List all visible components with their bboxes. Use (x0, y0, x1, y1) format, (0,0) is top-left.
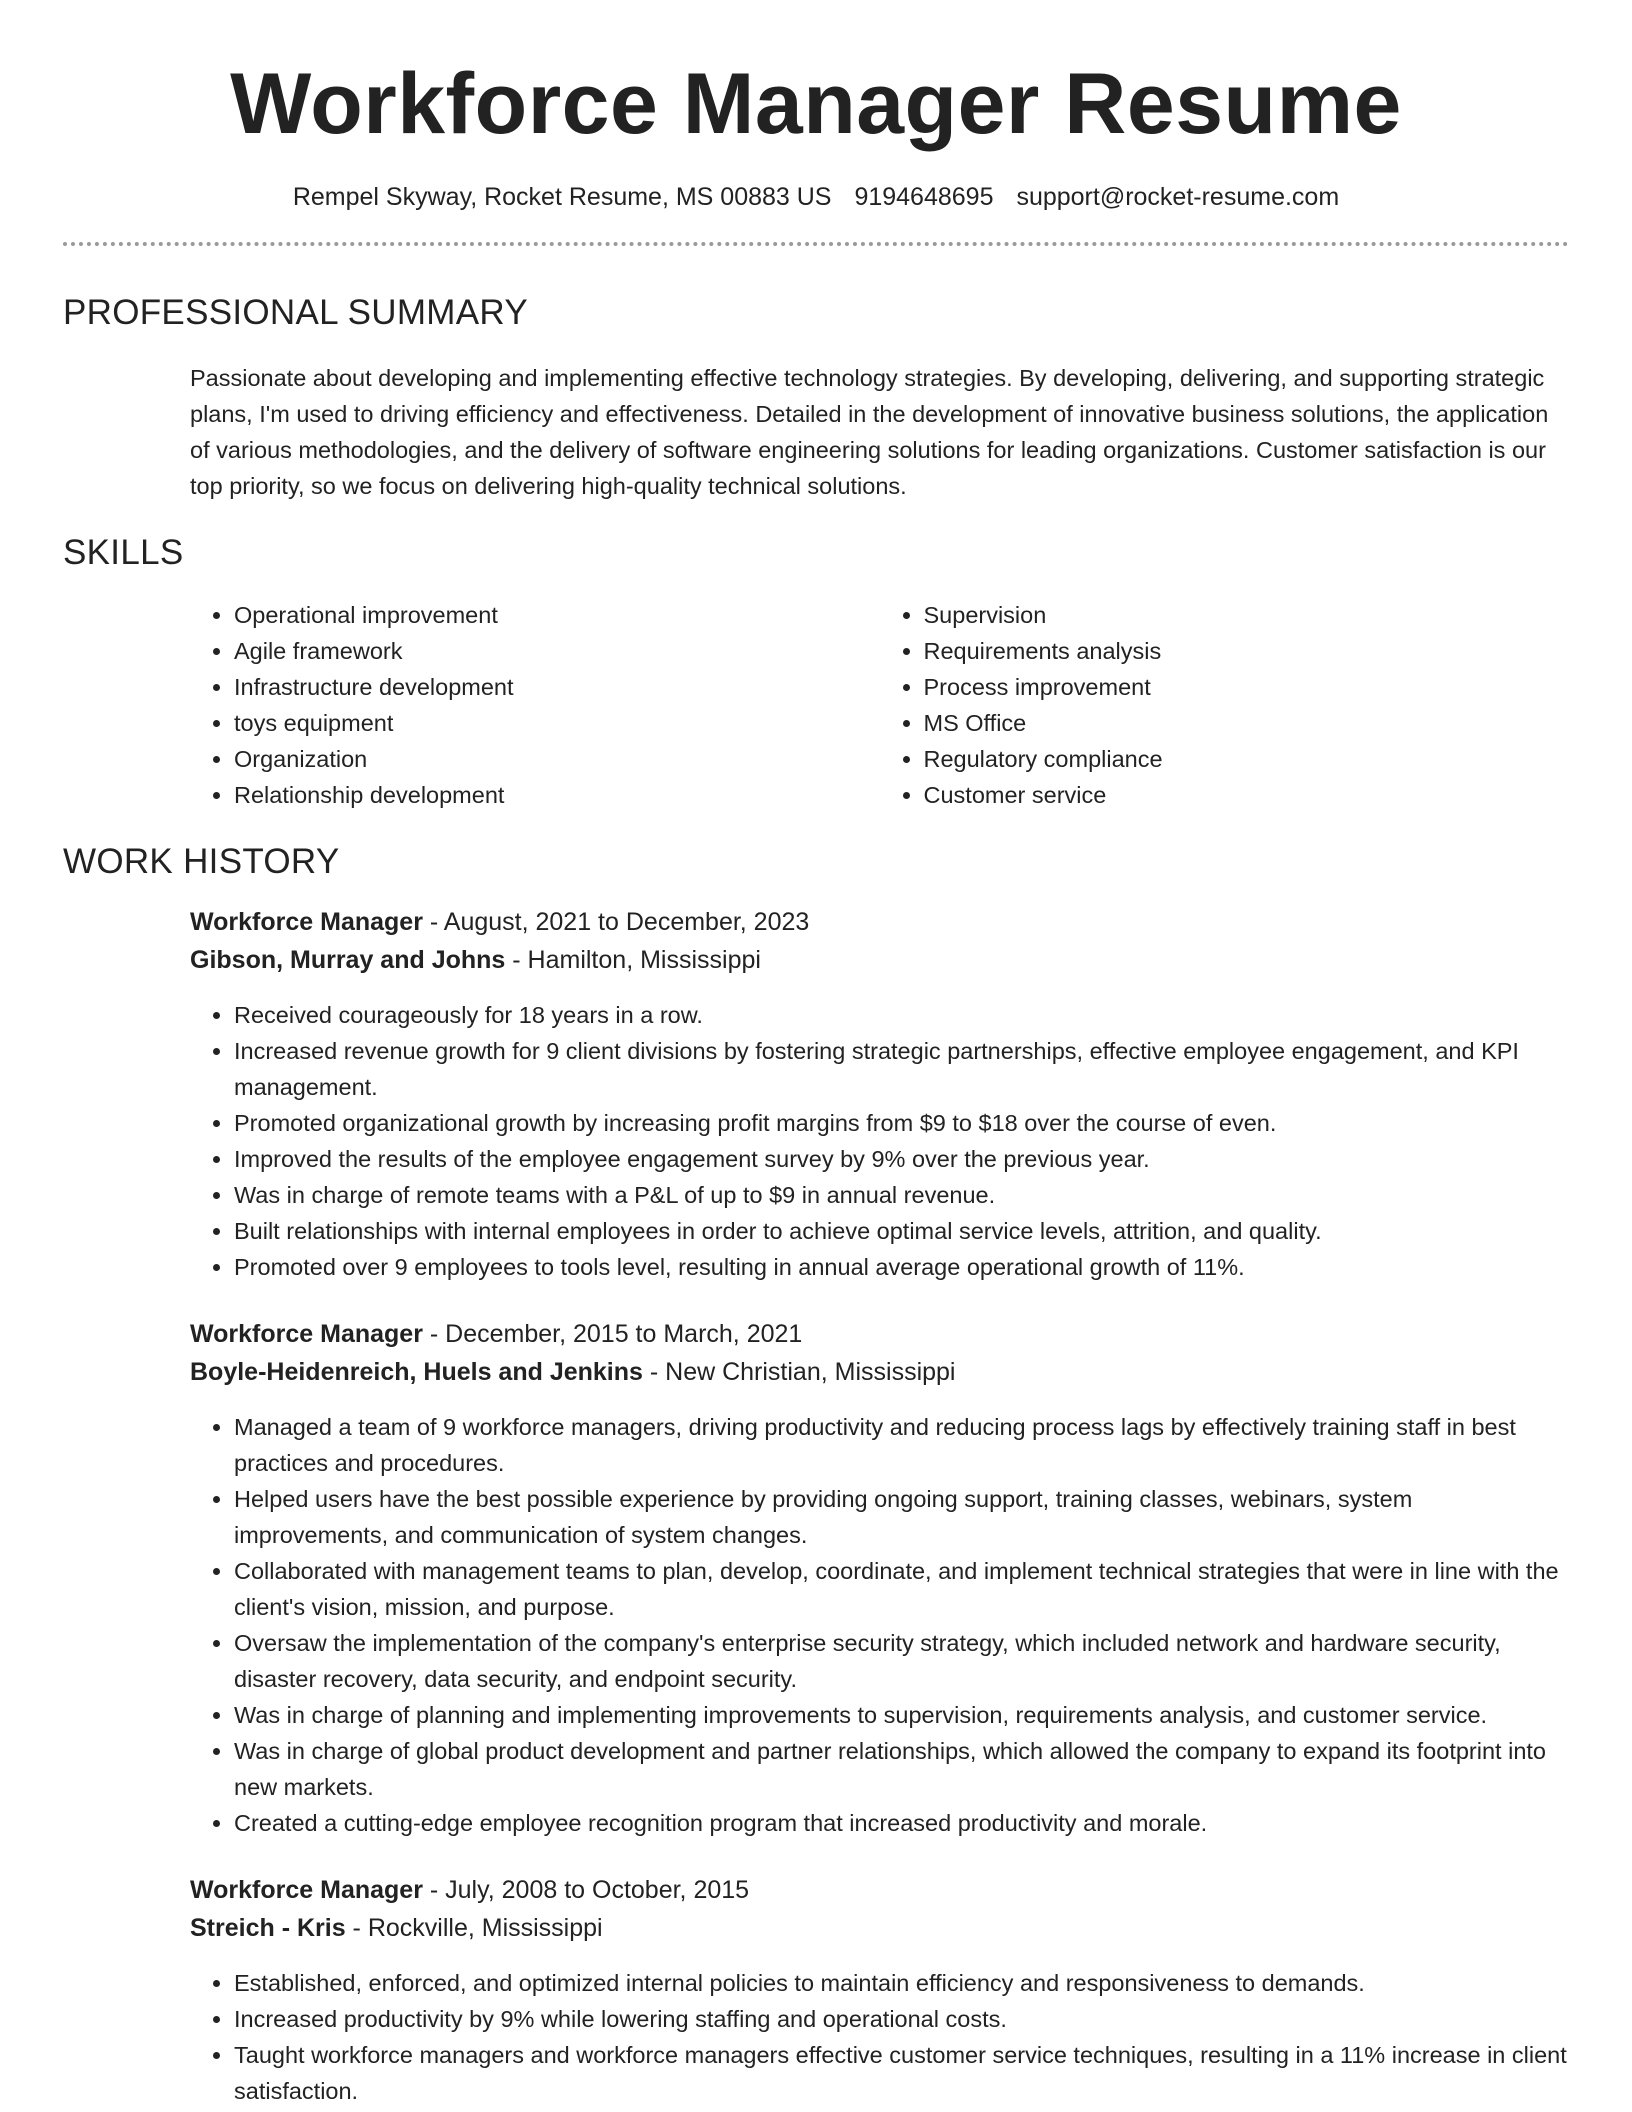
skill-item: • Regulatory compliance (924, 741, 1570, 777)
job-bullet: • Helped users have the best possible experience by providing ongoing support, training classes, webinars, system improvements, and communication of system changes. (234, 1481, 1569, 1553)
job-bullet: • Taught workforce managers and workforce managers effective customer service techniques, resulting in a 11% increase in client satisfaction. (234, 2037, 1569, 2109)
job-bullet: • Improved the results of the employee engagement survey by 9% over the previous year. (234, 1141, 1569, 1177)
job-bullet: • Built relationships with internal employees in order to achieve optimal service levels, attrition, and quality. (234, 1213, 1569, 1249)
skill-item: • Supervision (924, 597, 1570, 633)
summary-heading: PROFESSIONAL SUMMARY (63, 293, 528, 332)
job-title-line (190, 1871, 1569, 1909)
job-company: Streich - Kris (190, 1914, 346, 1942)
job-bullet: • Created a cutting-edge employee recognition program that increased productivity and morale. (234, 1805, 1569, 1841)
job-company-line (190, 1909, 1569, 1947)
job-title-line (190, 1315, 1569, 1353)
contact-phone: 9194648695 (854, 183, 994, 211)
skill-item: • toys equipment (234, 705, 880, 741)
job-entry (190, 1315, 1569, 1841)
job-bullet: • Established, enforced, and optimized internal policies to maintain efficiency and responsiveness to demands. (234, 1965, 1569, 2001)
job-bullets (190, 1409, 1569, 1841)
skill-item: • Agile framework (234, 633, 880, 669)
resume-title: Workforce Manager Resume (230, 56, 1402, 152)
job-company: Boyle-Heidenreich, Huels and Jenkins (190, 1358, 643, 1386)
skill-item: • Infrastructure development (234, 669, 880, 705)
job-bullet: • Oversaw the implementation of the company's enterprise security strategy, which included network and hardware security, disaster recovery, data security, and endpoint security. (234, 1625, 1569, 1697)
job-bullet: • Was in charge of planning and implementing improvements to supervision, requirements analysis, and customer service. (234, 1697, 1569, 1733)
job-bullet: • Increased revenue growth for 9 client divisions by fostering strategic partnerships, effective employee engagement, and KPI management. (234, 1033, 1569, 1105)
job-company-line (190, 1353, 1569, 1391)
job-bullets (190, 1965, 1569, 2109)
job-title: Workforce Manager (190, 908, 423, 936)
job-title: Workforce Manager (190, 1320, 423, 1348)
skill-item: • MS Office (924, 705, 1570, 741)
job-bullet: • Received courageously for 18 years in a row. (234, 997, 1569, 1033)
summary-text: Passionate about developing and implementing effective technology strategies. By developing, delivering, and supporting strategic plans, I'm used to driving efficiency and effectiveness. Detailed in the development of innovative business solutions, the application of various methodologies, and the delivery of software engineering solutions for leading organizations. Customer satisfaction is our top priority, so we focus on delivering high-quality technical solutions. (190, 365, 1549, 499)
job-company: Gibson, Murray and Johns (190, 946, 506, 974)
skill-item: • Operational improvement (234, 597, 880, 633)
job-title-line (190, 903, 1569, 941)
job-dates: - August, 2021 to December, 2023 (422, 908, 810, 936)
job-company-line (190, 941, 1569, 979)
job-bullet: • Promoted organizational growth by increasing profit margins from $9 to $18 over the course of even. (234, 1105, 1569, 1141)
work-history-heading: WORK HISTORY (63, 842, 340, 881)
job-location: - Rockville, Mississippi (345, 1914, 603, 1942)
job-location: - New Christian, Mississippi (642, 1358, 956, 1386)
contact-line (63, 182, 1569, 212)
job-entry (190, 903, 1569, 1285)
job-dates: - December, 2015 to March, 2021 (422, 1320, 803, 1348)
skill-item: • Process improvement (924, 669, 1570, 705)
skills-list-right (880, 597, 1570, 813)
job-dates: - July, 2008 to October, 2015 (422, 1876, 750, 1904)
job-bullet: • Collaborated with management teams to plan, develop, coordinate, and implement technical strategies that were in line with the client's vision, mission, and purpose. (234, 1553, 1569, 1625)
job-bullet: • Was in charge of global product development and partner relationships, which allowed the company to expand its footprint into new markets. (234, 1733, 1569, 1805)
job-location: - Hamilton, Mississippi (505, 946, 761, 974)
job-bullet: • Increased productivity by 9% while lowering staffing and operational costs. (234, 2001, 1569, 2037)
job-entry (190, 1871, 1569, 2109)
skills-list-left (190, 597, 880, 813)
job-bullets (190, 997, 1569, 1285)
skill-item: • Requirements analysis (924, 633, 1570, 669)
job-bullet: • Promoted over 9 employees to tools level, resulting in annual average operational growth of 11%. (234, 1249, 1569, 1285)
skill-item: • Relationship development (234, 777, 880, 813)
contact-email: support@rocket-resume.com (1016, 183, 1340, 211)
job-bullet: • Managed a team of 9 workforce managers, driving productivity and reducing process lags by effectively training staff in best practices and procedures. (234, 1409, 1569, 1481)
job-title: Workforce Manager (190, 1876, 423, 1904)
skills-grid (190, 597, 1569, 813)
skills-heading: SKILLS (63, 533, 184, 572)
contact-address: Rempel Skyway, Rocket Resume, MS 00883 US (292, 183, 832, 211)
header-divider (63, 242, 1569, 246)
skill-item: • Organization (234, 741, 880, 777)
skill-item: • Customer service (924, 777, 1570, 813)
job-bullet: • Was in charge of remote teams with a P&L of up to $9 in annual revenue. (234, 1177, 1569, 1213)
